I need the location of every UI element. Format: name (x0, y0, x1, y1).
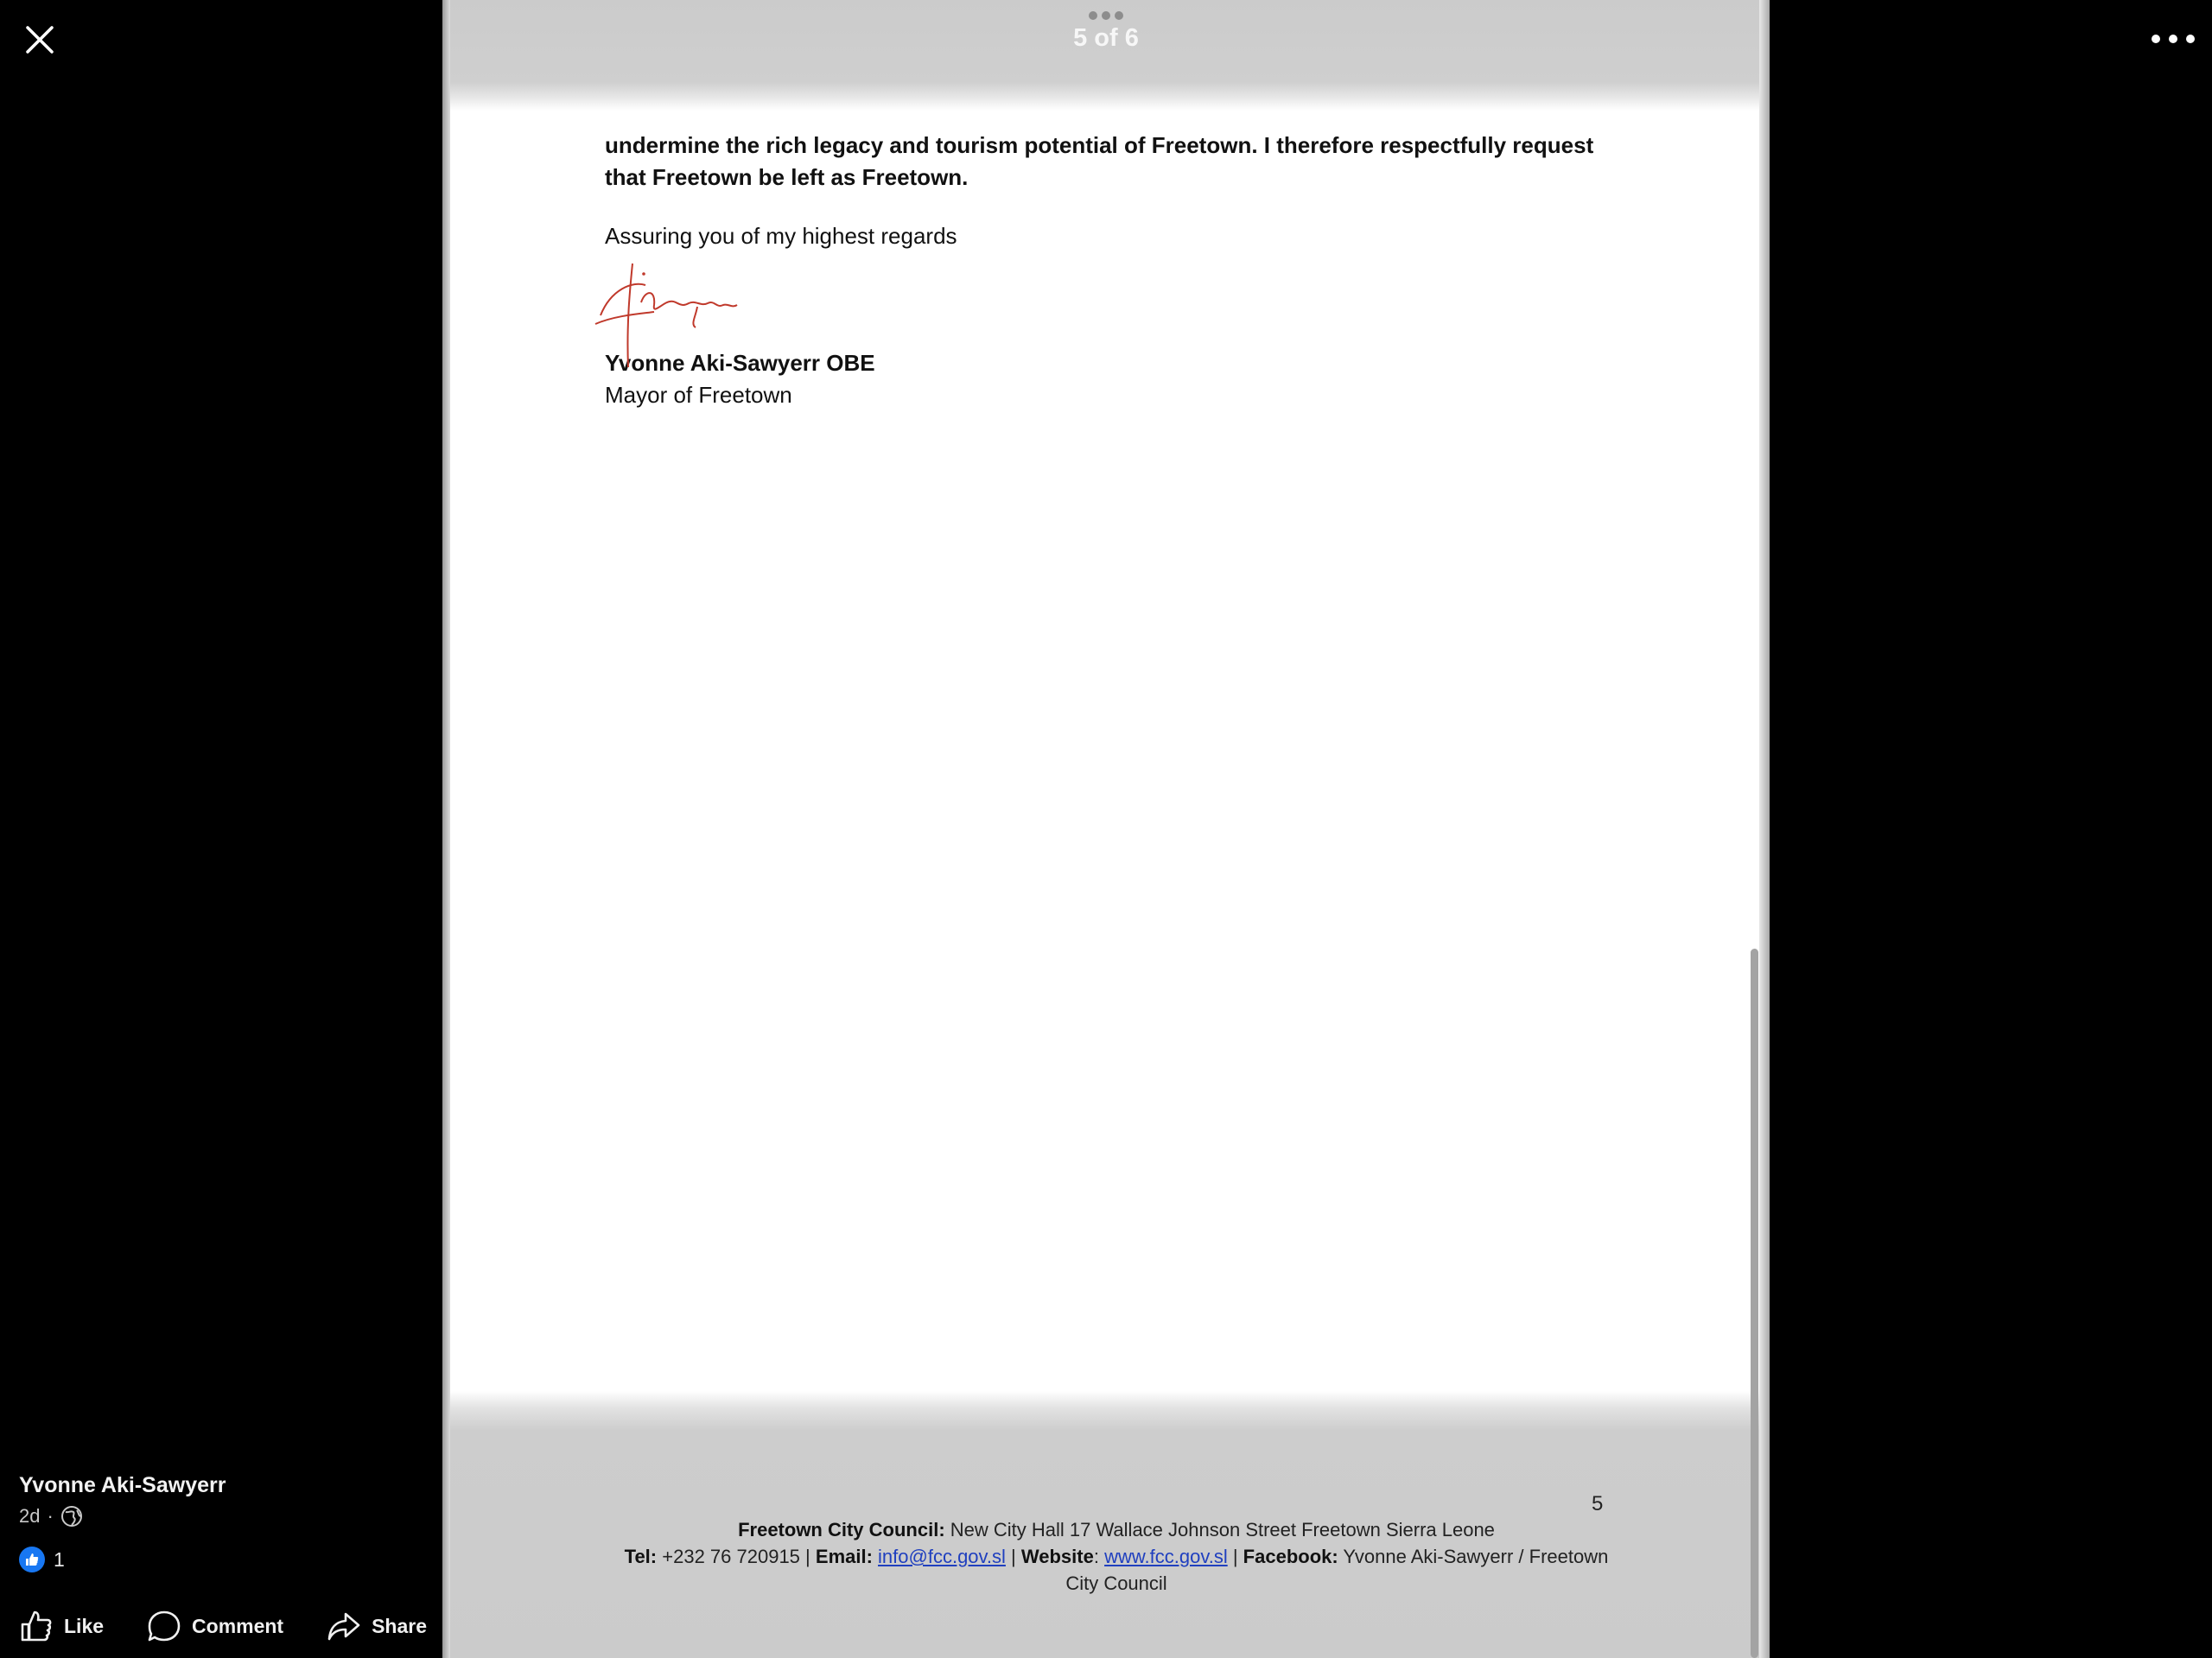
letterhead-footer (615, 1516, 1618, 1597)
footer-website-label: Website (1020, 1546, 1094, 1567)
share-icon (327, 1609, 361, 1643)
post-meta (19, 1505, 226, 1528)
footer-separator: | (805, 1546, 810, 1567)
comment-label: Comment (192, 1614, 284, 1637)
letter-body (605, 130, 1624, 408)
reaction-count: 1 (54, 1547, 65, 1571)
closing-paragraph: undermine the rich legacy and tourism potential of Freetown. I therefore respectfully request that Freetown be left as Freetown. (605, 132, 1594, 190)
share-label: Share (372, 1614, 428, 1637)
page-indicator: 5 of 6 (1073, 24, 1139, 52)
footer-website-link: www.fcc.gov.sl (1104, 1546, 1228, 1567)
footer-line-1 (615, 1516, 1618, 1543)
document-image (442, 0, 1770, 1658)
scrollbar-thumb[interactable] (1751, 949, 1758, 1658)
post-actions (19, 1609, 470, 1643)
more-options-button[interactable] (2152, 24, 2195, 54)
document-edge (1759, 0, 1770, 1658)
footer-email-label: Email: (815, 1546, 873, 1567)
share-button[interactable] (327, 1609, 427, 1643)
closing-line: Assuring you of my highest regards (605, 223, 957, 249)
handwritten-signature (594, 255, 749, 376)
post-time[interactable]: 2d (19, 1505, 41, 1527)
footer-org-label: Freetown City Council: (738, 1519, 945, 1540)
document-edge (442, 0, 450, 1658)
footer-separator: | (1232, 1546, 1238, 1567)
globe-icon[interactable] (60, 1505, 83, 1528)
like-label: Like (64, 1614, 105, 1637)
document-header-band (442, 0, 1770, 111)
comment-button[interactable] (147, 1609, 283, 1643)
close-button[interactable] (22, 22, 57, 57)
more-horizontal-icon (2152, 35, 2160, 43)
footer-address: New City Hall 17 Wallace Johnson Street Freetown Sierra Leone (950, 1519, 1495, 1540)
signer-name: Yvonne Aki-Sawyerr OBE (605, 350, 875, 376)
footer-tel: +232 76 720915 (662, 1546, 800, 1567)
signer-title: Mayor of Freetown (605, 382, 792, 408)
post-author[interactable]: Yvonne Aki-Sawyerr (19, 1473, 226, 1497)
page-number: 5 (1592, 1492, 1604, 1515)
close-icon (22, 22, 57, 57)
thumbs-up-icon (19, 1609, 54, 1643)
post-info (19, 1473, 226, 1528)
like-button[interactable] (19, 1609, 104, 1643)
drag-handle-icon[interactable] (1089, 11, 1123, 20)
footer-line-2: Tel: +232 76 720915 | Email: info@fcc.gov.sl | Website: www.fcc.gov.sl | Facebook: Yvonne Aki-Sawyerr / Freetown City Council (624, 1546, 1609, 1594)
reaction-summary[interactable] (19, 1547, 65, 1572)
meta-separator: · (47, 1505, 54, 1527)
like-reaction-icon (19, 1547, 45, 1572)
footer-email-link: info@fcc.gov.sl (878, 1546, 1006, 1567)
footer-tel-label: Tel: (624, 1546, 658, 1567)
comment-icon (147, 1609, 181, 1643)
footer-separator: | (1011, 1546, 1016, 1567)
footer-facebook: Yvonne Aki-Sawyerr / Freetown City Council (1065, 1546, 1609, 1594)
footer-facebook-label: Facebook: (1243, 1546, 1338, 1567)
